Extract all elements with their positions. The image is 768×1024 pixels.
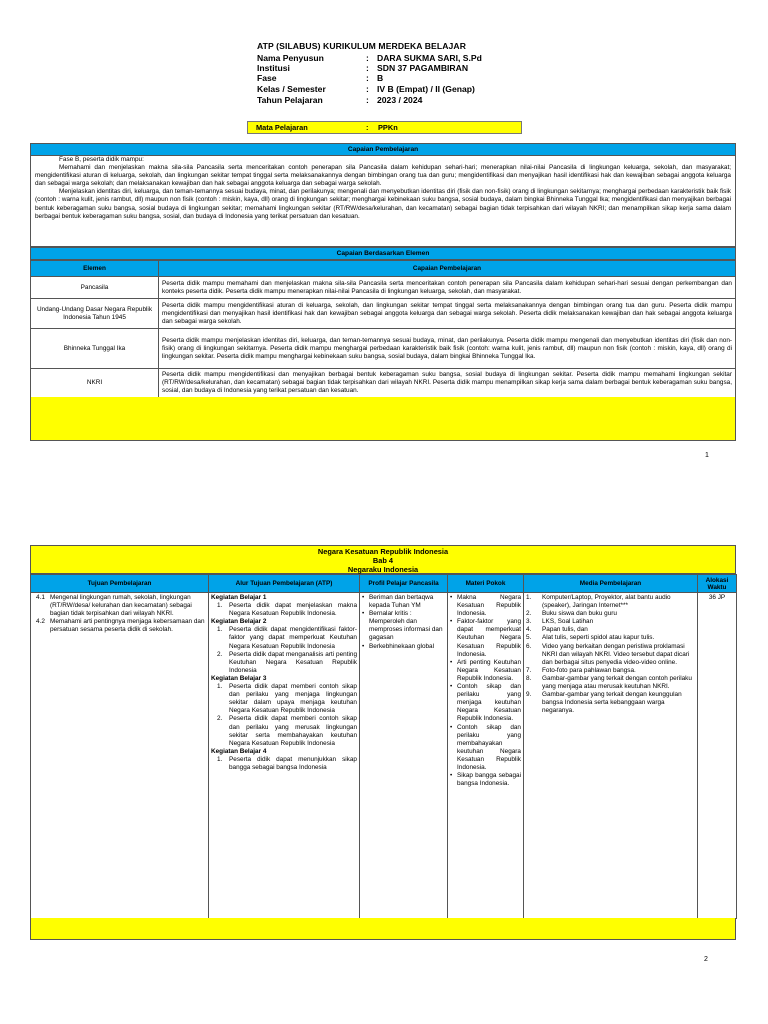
- page-number: 1: [705, 452, 709, 459]
- alokasi-cell: 36 JP: [698, 593, 737, 919]
- table-row: [31, 299, 736, 329]
- list-item: 1. Peserta didik dapat memberi contoh sikap dan perilaku yang menjaga lingkungan sekitar dalam upaya menjaga keutuhan Negara Kesatuan Republik Indonesia: [217, 683, 357, 715]
- elemen-desc: Peserta didik mampu mengidentifikasi aturan di keluarga, sekolah, dan lingkungan sekitar tempat tinggal serta melaksanakannya dengan bimbingan orang tua dan guru. Peserta didik mampu mengidentifikasi dan menyajikan hasil identifikasi hak dan kewajiban sebagai anggota keluarga dan sebagai warga sekolah. Peserta didik melaksanakan kewajiban dan hak sebagai anggota keluarga dan sebagai warga sekolah.: [159, 299, 736, 329]
- list-item: 8. Gambar-gambar yang terkait dengan contoh perilaku yang menjaga atau merusak keutuhan NKRI.: [526, 674, 692, 691]
- meta-fase: Fase : B: [257, 73, 384, 83]
- list-item: • Makna Negara Kesatuan Republik Indonesia.: [450, 594, 521, 618]
- page-gap: [0, 470, 768, 512]
- capaian-pembelajaran-body: [30, 156, 736, 247]
- list-item: • Contoh sikap dan perilaku yang membahayakan keutuhan Negara Kesatuan Republik Indonesia.: [450, 724, 521, 773]
- bab-heading-line: Negaraku Indonesia: [347, 565, 419, 574]
- list-item: 1. Peserta didik dapat menjelaskan makna Negara Kesatuan Republik Indonesia.: [217, 602, 357, 618]
- list-item: 9. Gambar-gambar yang terkait dengan keunggulan bangsa Indonesia serta kebanggaan warga negaranya.: [526, 691, 682, 715]
- col-alokasi: Alokasi Waktu: [698, 575, 737, 593]
- meta-kelas-semester: Kelas / Semester : IV B (Empat) / II (Genap): [257, 84, 475, 94]
- meta-institusi: Institusi : SDN 37 PAGAMBIRAN: [257, 63, 469, 73]
- list-item: 2. Peserta didik dapat memberi contoh sikap dan perilaku yang merusak lingkungan sekitar serta membahayakan keutuhan Negara Kesatuan Republik Indonesia: [217, 715, 357, 747]
- list-item: 4.1 Mengenal lingkungan rumah, sekolah, lingkungan (RT/RW/desa/ kelurahan dan kecamatan) sebagai bagian tidak terpisahkan dari wilayah NKRI.: [36, 594, 192, 618]
- bab-heading-line: Bab 4: [372, 556, 394, 565]
- list-item: 2. Buku siswa dan buku guru: [526, 610, 617, 618]
- atp-table: [30, 574, 737, 919]
- col-profil: Profil Pelajar Pancasila: [360, 575, 448, 593]
- page-number: 2: [704, 956, 708, 963]
- meta-tahun-pelajaran: Tahun Pelajaran : 2023 / 2024: [257, 95, 423, 105]
- list-item: 7. Foto-foto para pahlawan bangsa.: [526, 666, 636, 674]
- list-item: • Sikap bangga sebagai bangsa Indonesia.: [450, 772, 521, 788]
- highlight-block: [30, 397, 736, 441]
- table-row: [31, 369, 736, 398]
- table-row: [31, 277, 736, 299]
- bab-heading-line: Negara Kesatuan Republik Indonesia: [317, 547, 449, 556]
- elemen-desc: Peserta didik mampu memahami dan menjelaskan makna sila-sila Pancasila serta menceritakan contoh penerapan sila Pancasila dalam kehidupan sehari-hari sesuai dengan perkembangan dan konteks peserta didik. Peserta didik mampu menerapkan nilai-nilai Pancasila di lingkungan keluarga, sekolah, dan masyarakat.: [159, 277, 736, 299]
- kegiatan-title: Kegiatan Belajar 1: [211, 594, 267, 601]
- kegiatan-title: Kegiatan Belajar 2: [211, 618, 267, 626]
- media-cell: [524, 593, 698, 919]
- col-media: Media Pembelajaran: [524, 575, 698, 593]
- capaian-berdasarkan-elemen-heading: Capaian Berdasarkan Elemen: [30, 247, 736, 260]
- col-materi: Materi Pokok: [448, 575, 524, 593]
- table-header-row: [31, 575, 737, 593]
- list-item: • Faktor-faktor yang dapat memperkuat Keutuhan Negara Kesatuan Republik Indonesia.: [450, 618, 521, 658]
- list-item: 1. Peserta didik dapat mengidentifikasi faktor-faktor yang dapat memperkuat Keutuhan Negara Kesatuan Republik Indonesia: [217, 626, 357, 650]
- list-item: 4.2 Memahami arti pentingnya menjaga kebersamaan dan persatuan sesama peserta didik di sekolah.: [36, 618, 205, 634]
- list-item: 1. Peserta didik dapat menunjukkan sikap bangga sebagai bangsa Indonesia: [217, 755, 357, 771]
- list-item: 6. Video yang berkaitan dengan peristiwa proklamasi NKRI dan wilayah NKRI. Video tersebut dapat dicari dan berbagai situs penyedia video-video online.: [526, 642, 690, 666]
- elemen-name: Bhinneka Tunggal Ika: [31, 329, 159, 369]
- cp-paragraph: Fase B, peserta didik mampu:: [59, 156, 144, 163]
- document-title: ATP (SILABUS) KURIKULUM MERDEKA BELAJAR: [257, 41, 467, 51]
- elemen-name: Pancasila: [31, 277, 159, 299]
- list-item: 2. Peserta didik dapat menganalisis arti penting Keutuhan Negara Kesatuan Republik Indonesia: [217, 650, 357, 674]
- table-row: [31, 329, 736, 369]
- elemen-desc: Peserta didik mampu menjelaskan identitas diri, keluarga, dan teman-temannya sesuai budaya, minat, dan perilakunya. Peserta didik mampu mengenali dan menyebutkan identitas diri (fisik dan non-fisik) orang di lingkungan sekitarnya. Peserta didik mampu menghargai perbedaan karakteristik baik fisik (contoh: warna kulit, jenis rambut, dll) maupun non fisik (contoh : miskin, kaya, dll) orang di lingkungan sekitar. Peserta didik mampu menghargai kebinekaan suku bangsa, sosial budaya, dalam bingkai Bhinneka Tunggal Ika.: [159, 329, 736, 369]
- col-tujuan: Tujuan Pembelajaran: [31, 575, 209, 593]
- list-item: 1. Komputer/Laptop, Proyektor, alat bantu audio (speaker), Jaringan Internet***: [526, 594, 671, 610]
- profil-cell: [360, 593, 448, 919]
- kegiatan-title: Kegiatan Belajar 4: [211, 747, 267, 755]
- capaian-pembelajaran-heading: Capaian Pembelajaran: [30, 143, 736, 156]
- meta-nama-penyusun: Nama Penyusun : DARA SUKMA SARI, S.Pd: [257, 53, 482, 63]
- mata-pelajaran-bar: Mata Pelajaran : PPKn: [247, 121, 522, 134]
- col-capaian: Capaian Pembelajaran: [159, 261, 736, 277]
- cp-paragraph: Menjelaskan identitas diri, keluarga, dan teman-temannya sesuai budaya, minat, dan perilakunya; mengenali dan menyebutkan identitas diri (fisik dan non-fisik) orang di lingkungan sekitarnya; menghargai perbedaan karakteristik baik fisik (contoh : warna kulit, jenis rambut, dll) maupun non fisik (contoh : miskin, kaya, dll) orang di lingkungan sekitar; menghargai kebinekaan suku bangsa, sosial budaya, dalam bingkai Bhinneka Tunggal Ika; mengidentifikasi dan menyajikan berbagai bentuk keberagaman suku bangsa, sosial budaya di lingkungan sekitar; memahami lingkungan sekitar (RT/RW/desa/kelurahan, dan kecamatan) sebagai bagian tidak terpisahkan dari wilayah NKRI; dan menampilkan sikap kerja sama dalam berbagai bentuk keberagaman suku bangsa, sosial, dan budaya di Indonesia yang terikat persatuan dan kesatuan.: [35, 188, 731, 220]
- kegiatan-title: Kegiatan Belajar 3: [211, 674, 267, 682]
- list-item: 3. LKS, Soal Latihan: [526, 618, 594, 626]
- list-item: • Bernalar kritis : Memperoleh dan memproses informasi dan gagasan: [362, 610, 445, 642]
- elemen-name: NKRI: [31, 369, 159, 398]
- list-item: • Berkebhinekaan global: [362, 643, 445, 651]
- list-item: • Arti penting Keutuhan Negara Kesatuan Republik Indonesia.: [450, 659, 521, 683]
- materi-cell: [448, 593, 524, 919]
- tujuan-cell: [31, 593, 209, 919]
- page-1: [0, 0, 768, 470]
- atp-cell: [209, 593, 360, 919]
- cp-paragraph: Memahami dan menjelaskan makna sila-sila Pancasila serta menceritakan contoh penerapan sila Pancasila dalam kehidupan sehari-hari; menerapkan nilai-nilai Pancasila di lingkungan keluarga, sekolah, dan masyarakat; mengidentifikasi aturan di keluarga, sekolah, dan lingkungan sekitar tempat tinggal serta melaksanakannya dengan bimbingan orang tua dan guru; mengidentifikasi dan menyajikan hasil identifikasi hak dan kewajiban sebagai anggota keluarga dan sebagai warga sekolah; dan melaksanakan kewajiban dan hak sebagai anggota keluarga dan sebagai warga sekolah.: [35, 164, 731, 188]
- bab-heading: [30, 545, 736, 574]
- list-item: 4. Papan tulis, dan: [526, 626, 588, 634]
- col-elemen: Elemen: [31, 261, 159, 277]
- table-header-row: [31, 261, 736, 277]
- elemen-desc: Peserta didik mampu mengidentifikasi dan menyajikan berbagai bentuk keberagaman suku bangsa, sosial budaya di lingkungan sekitar. Peserta didik mampu memahami lingkungan sekitar (RT/RW/desa/kelurahan, dan kecamatan) sebagai bagian tidak terpisahkan dari wilayah NKRI. Peserta didik mampu menampilkan sikap kerja sama dalam berbagai bentuk keberagaman suku bangsa, sosial, dan budaya di Indonesia yang terikat persatuan dan kesatuan.: [159, 369, 736, 398]
- list-item: • Beriman dan bertaqwa kepada Tuhan YM: [362, 594, 445, 610]
- list-item: 5. Alat tulis, seperti spidol atau kapur tulis.: [526, 634, 655, 642]
- page-2: [0, 512, 768, 1024]
- elemen-name: Undang-Undang Dasar Negara Republik Indonesia Tahun 1945: [31, 299, 159, 329]
- col-atp: Alur Tujuan Pembelajaran (ATP): [209, 575, 360, 593]
- table-row: [31, 593, 737, 919]
- elemen-table: [30, 260, 736, 398]
- list-item: • Contoh sikap dan perilaku yang menjaga keutuhan Negara Kesatuan Republik Indonesia.: [450, 683, 521, 723]
- highlight-block: [30, 918, 736, 940]
